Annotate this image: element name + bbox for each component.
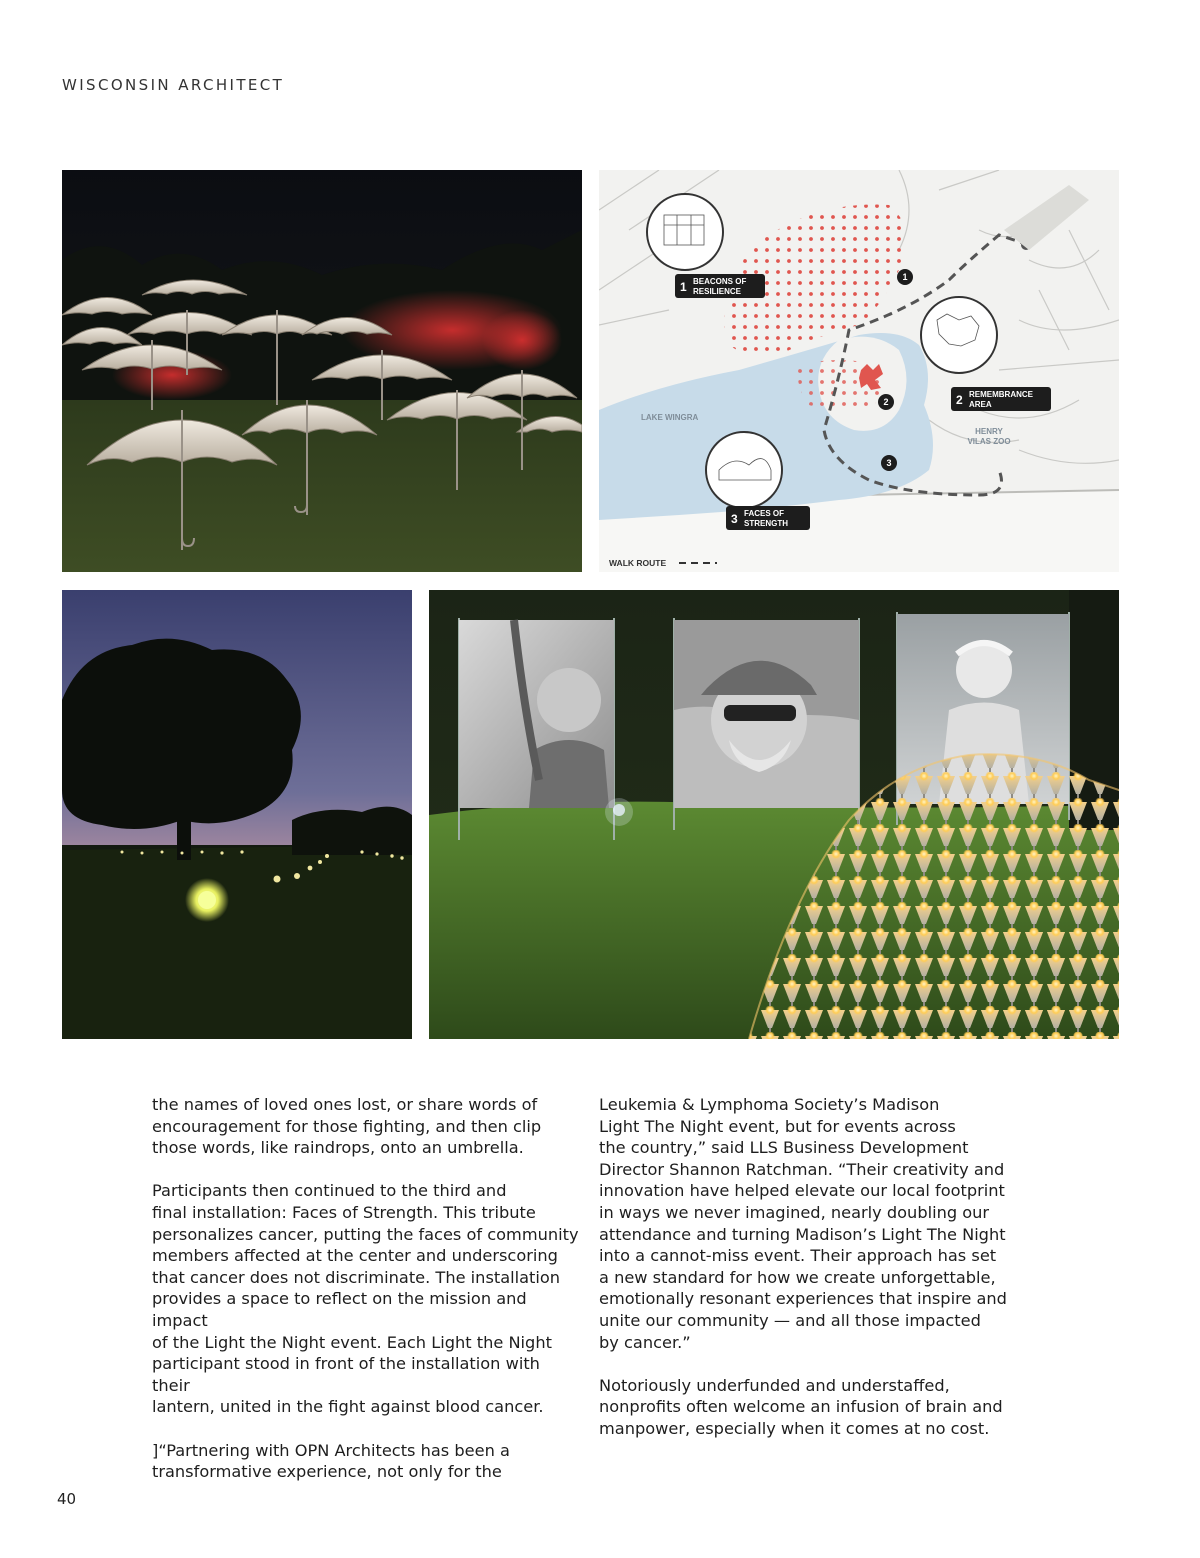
- route-marker-3: 3: [886, 458, 892, 468]
- callout-number-2: 2: [956, 393, 963, 407]
- body-paragraph: the names of loved ones lost, or share words of encouragement for those fighting, and then clip those words, like raindrops, onto an umbrella.: [152, 1095, 542, 1158]
- body-paragraph: Leukemia & Lymphoma Society’s Madison Light The Night event, but for events across the country,” said LLS Business Development Director Shannon Ratchman. “Their creativity and innovation have helped elevate our local footprint in ways we never imagined, nearly doubling our attendance and turning Madison’s Light The Night into a cannot-miss event. Their approach has set a new standard for how we create unforgettable, emotionally resonant experiences that inspire and unite our community — and all those impacted by cancer.”: [599, 1095, 1007, 1352]
- callout-number-1: 1: [680, 280, 687, 294]
- callout-3-line2: STRENGTH: [744, 519, 788, 528]
- zoo-label-line1: HENRY: [975, 427, 1003, 436]
- lantern-path-photo: [62, 590, 412, 1039]
- route-marker-2: 2: [883, 397, 889, 407]
- zoo-label-line2: VILAS ZOO: [967, 437, 1011, 446]
- body-paragraph: ]“Partnering with OPN Architects has been a transformative experience, not only for the: [152, 1440, 510, 1482]
- body-paragraph: Participants then continued to the third and final installation: Faces of Strength. This tribute personalizes cancer, putting the faces of community members affected at the center and underscoring that cancer does not discriminate. The installation provides a space to reflect on the mission and impact of the Light the Night event. Each Light the Night participant stood in front of the installation with their lantern, united in the fight against blood cancer.: [152, 1181, 579, 1417]
- callout-2-line2: AREA: [969, 400, 992, 409]
- body-column-left: [152, 1094, 582, 1504]
- body-column-right: [599, 1094, 1039, 1461]
- callout-number-3: 3: [731, 512, 738, 526]
- page-number: 40: [57, 1490, 77, 1508]
- route-marker-1: 1: [902, 272, 908, 282]
- faces-of-strength-photo: [429, 590, 1119, 1039]
- callout-2-line1: REMEMBRANCE: [969, 390, 1033, 399]
- callout-1-line1: BEACONS OF: [693, 277, 747, 286]
- lake-label: LAKE WINGRA: [641, 413, 699, 422]
- body-paragraph: Notoriously underfunded and understaffed, nonprofits often welcome an infusion of brain and manpower, especially when it comes at no cost.: [599, 1375, 1003, 1438]
- callout-3-line1: FACES OF: [744, 509, 785, 518]
- publication-title: WISCONSIN ARCHITECT: [62, 76, 285, 94]
- callout-1-line2: RESILIENCE: [693, 287, 742, 296]
- umbrella-installation-photo: [62, 170, 582, 572]
- walk-route-map: [599, 170, 1119, 572]
- map-legend-label: WALK ROUTE: [609, 558, 667, 568]
